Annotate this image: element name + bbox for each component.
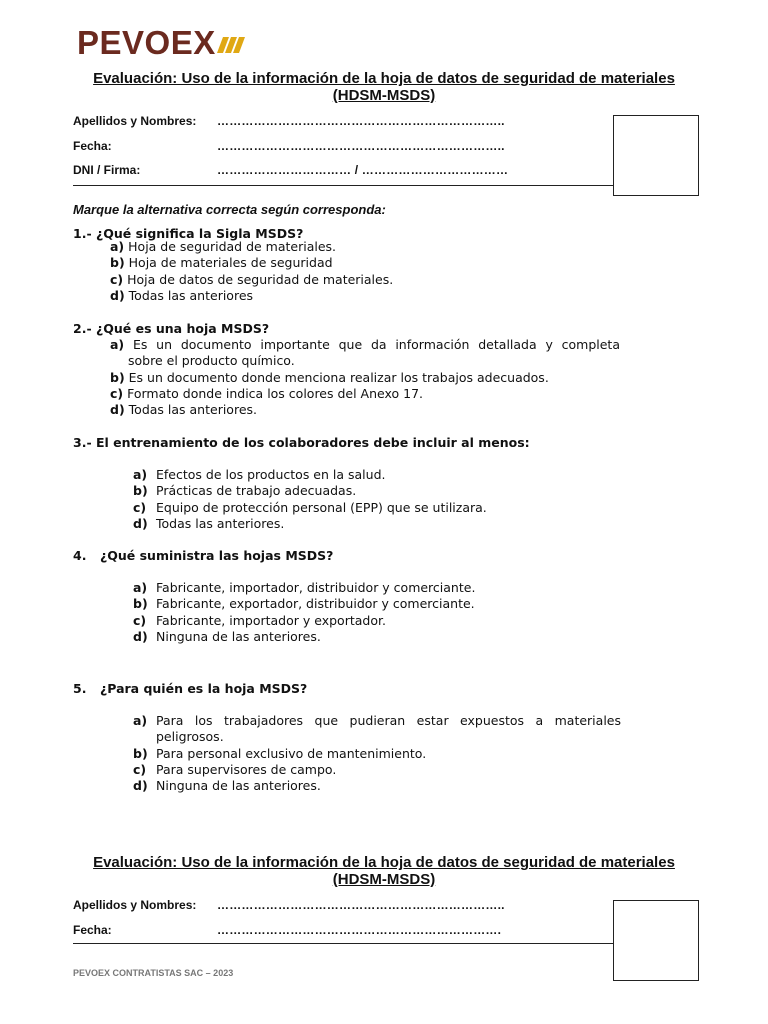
option-letter: c) <box>133 612 147 628</box>
option-text: Para los trabajadores que pudieran estar expuestos a materiales <box>156 713 621 728</box>
page-title <box>60 70 708 104</box>
option-a[interactable] <box>110 239 393 255</box>
question-text: ¿Qué suministra las hojas MSDS? <box>100 548 334 563</box>
option-letter: b) <box>133 483 148 499</box>
option-text: Equipo de protección personal (EPP) que se utilizara. <box>156 499 487 515</box>
question-number: 1.- <box>73 226 92 241</box>
option-letter: d) <box>133 628 148 644</box>
logo-slashes-icon <box>217 37 245 53</box>
title-line-1: Evaluación: Uso de la información de la hoja de datos de seguridad de materiales <box>93 70 675 87</box>
option-b[interactable] <box>110 370 620 386</box>
name-field[interactable]: …………………………………………………………….. <box>217 898 505 912</box>
dni-label: DNI / Firma: <box>73 163 141 177</box>
date-label: Fecha: <box>73 139 112 153</box>
question-3 <box>73 435 530 450</box>
option-text: Todas las anteriores <box>128 287 254 303</box>
option-text: Hoja de seguridad de materiales. <box>128 239 337 254</box>
title-line-1: Evaluación: Uso de la información de la hoja de datos de seguridad de materiales <box>93 854 675 871</box>
option-letter: c) <box>133 499 147 515</box>
option-text: Es un documento donde menciona realizar los trabajos adecuados. <box>128 369 549 385</box>
option-c[interactable] <box>133 613 475 629</box>
option-letter: d) <box>133 778 148 794</box>
option-letter: a) <box>110 337 125 352</box>
header-divider <box>73 943 613 944</box>
option-c[interactable] <box>133 500 487 516</box>
option-letter: d) <box>133 515 148 531</box>
question-1-options <box>110 239 393 304</box>
name-field[interactable]: …………………………………………………………….. <box>217 114 505 128</box>
option-text: Para personal exclusivo de mantenimiento. <box>156 745 427 761</box>
option-text: Formato donde indica los colores del Anexo 17. <box>127 385 424 401</box>
question-2 <box>73 321 269 336</box>
title-line-2: (HDSM-MSDS) <box>332 87 436 104</box>
option-c[interactable] <box>110 272 393 288</box>
dni-signature-field[interactable]: …………………………… / ……………………………… <box>217 163 509 177</box>
option-text: Fabricante, importador, distribuidor y comerciante. <box>156 580 476 595</box>
option-text: Para supervisores de campo. <box>156 761 337 777</box>
option-text: Todas las anteriores. <box>156 515 285 531</box>
score-box <box>613 115 699 196</box>
name-label: Apellidos y Nombres: <box>73 114 197 128</box>
question-4 <box>73 548 333 563</box>
option-letter: b) <box>110 255 125 271</box>
question-3-options <box>133 467 487 532</box>
option-letter: b) <box>110 369 125 385</box>
option-a[interactable] <box>133 467 487 483</box>
option-c[interactable] <box>110 386 620 402</box>
footer: PEVOEX CONTRATISTAS SAC – 2023 <box>73 968 234 978</box>
question-number: 5. <box>73 681 87 696</box>
option-text: Hoja de datos de seguridad de materiales. <box>127 271 394 287</box>
second-copy-title <box>60 854 708 888</box>
option-text: Es un documento importante que da información detallada y completa <box>132 337 620 352</box>
date-label: Fecha: <box>73 923 112 937</box>
question-number: 4. <box>73 548 87 563</box>
option-text: Fabricante, importador y exportador. <box>156 612 386 628</box>
score-box <box>613 900 699 981</box>
option-letter: a) <box>133 580 148 595</box>
option-letter: c) <box>110 271 124 287</box>
question-2-options <box>110 337 620 418</box>
option-a[interactable] <box>133 713 621 729</box>
option-d[interactable] <box>110 288 393 304</box>
option-a-continued: peligrosos. <box>156 729 224 745</box>
option-d[interactable] <box>133 516 487 532</box>
question-5 <box>73 681 307 696</box>
option-text: Fabricante, exportador, distribuidor y comerciante. <box>156 596 475 612</box>
option-letter: c) <box>110 385 124 401</box>
question-number: 3.- <box>73 435 92 450</box>
option-a[interactable] <box>110 337 620 353</box>
question-4-options <box>133 580 475 645</box>
option-letter: d) <box>110 402 125 418</box>
question-number: 2.- <box>73 321 92 336</box>
option-d[interactable] <box>110 402 620 418</box>
option-b[interactable] <box>133 483 487 499</box>
option-b[interactable] <box>110 255 393 271</box>
option-b[interactable] <box>133 596 475 612</box>
option-text: Prácticas de trabajo adecuadas. <box>156 483 357 499</box>
option-text: Ninguna de las anteriores. <box>156 628 321 644</box>
option-text: Ninguna de las anteriores. <box>156 778 321 794</box>
question-text: ¿Para quién es la hoja MSDS? <box>100 681 308 696</box>
title-line-2: (HDSM-MSDS) <box>332 871 436 888</box>
option-letter: c) <box>133 761 147 777</box>
option-c[interactable] <box>133 762 621 778</box>
option-d[interactable] <box>133 629 475 645</box>
option-a-continued: sobre el producto químico. <box>128 353 295 369</box>
date-field[interactable]: …………………………………………………………….. <box>217 139 505 153</box>
option-a[interactable] <box>133 580 475 596</box>
option-letter: a) <box>133 713 148 728</box>
option-letter: d) <box>110 287 125 303</box>
question-text: ¿Qué es una hoja MSDS? <box>96 321 270 336</box>
question-text: El entrenamiento de los colaboradores debe incluir al menos: <box>96 435 530 450</box>
question-5-options <box>133 713 621 794</box>
logo-wordmark: PEVOEX <box>77 24 216 61</box>
option-letter: a) <box>133 467 148 482</box>
option-letter: b) <box>133 596 148 612</box>
option-b[interactable] <box>133 746 621 762</box>
option-text: Hoja de materiales de seguridad <box>128 255 333 271</box>
question-text: ¿Qué significa la Sigla MSDS? <box>96 226 304 241</box>
instruction: Marque la alternativa correcta según corresponda: <box>73 202 386 217</box>
option-text: Efectos de los productos en la salud. <box>156 467 386 482</box>
header-divider <box>73 185 613 186</box>
option-letter: a) <box>110 239 125 254</box>
option-text: Todas las anteriores. <box>128 402 257 418</box>
option-letter: b) <box>133 745 148 761</box>
company-logo <box>77 26 245 60</box>
date-field[interactable]: ……………………………………………………………. <box>217 923 502 937</box>
name-label: Apellidos y Nombres: <box>73 898 197 912</box>
option-d[interactable] <box>133 778 621 794</box>
